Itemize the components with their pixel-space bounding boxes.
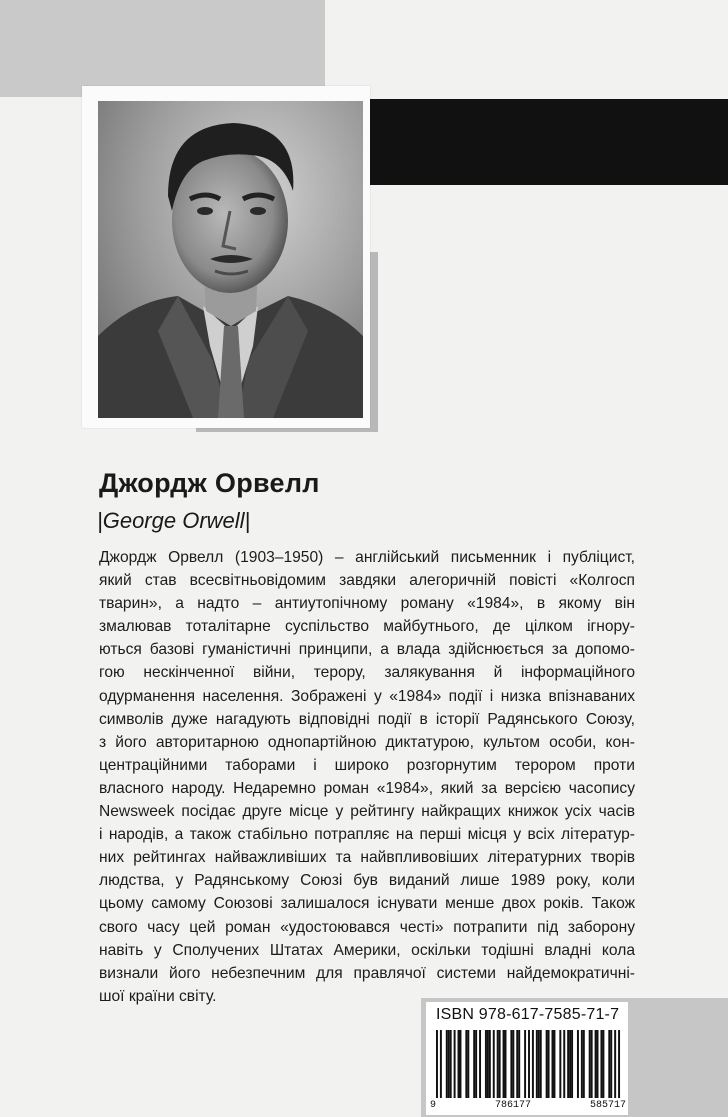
- bio-line: людства, у Радянському Союзі був виданий лише 1989 року, коли: [99, 872, 635, 890]
- barcode-bar: [577, 1030, 579, 1098]
- author-name: Джордж Орвелл: [99, 468, 320, 498]
- bio-line: змалював тоталітарне суспільство майбутнього, де цілком ігнору-: [99, 618, 635, 636]
- author-biography: [99, 546, 635, 1008]
- barcode-digit-group: 9: [430, 1100, 437, 1111]
- bio-line: тварин», а надто – антиутопічному роману «1984», в якому він: [99, 595, 635, 613]
- decorative-grey-block-top: [0, 0, 325, 97]
- barcode-bar: [510, 1030, 512, 1098]
- barcode-bar: [465, 1030, 467, 1098]
- barcode-bar: [446, 1030, 448, 1098]
- barcode-bar: [516, 1030, 518, 1098]
- barcode-bar: [493, 1030, 495, 1098]
- barcode-bar: [548, 1030, 550, 1098]
- bio-line: власного народу. Недаремно роман «1984», який за версією часопису: [99, 779, 635, 797]
- barcode-bar: [591, 1030, 593, 1098]
- bio-line: цьому самому Союзові залишалося існувати менше двох років. Також: [99, 895, 635, 913]
- barcode-bar: [608, 1030, 610, 1098]
- barcode-bar: [546, 1030, 548, 1098]
- barcode-bar: [450, 1030, 452, 1098]
- barcode-bar: [614, 1030, 616, 1098]
- barcode-bar: [485, 1030, 487, 1098]
- barcode-bar: [489, 1030, 491, 1098]
- barcode-bar: [571, 1030, 573, 1098]
- bio-line: Джордж Орвелл (1903–1950) – англійський письменник і публіцист,: [99, 549, 635, 566]
- barcode-bar: [458, 1030, 460, 1098]
- isbn-label: ISBN 978-617-7585-71-7: [436, 1006, 620, 1023]
- barcode-digits: [430, 1100, 626, 1111]
- barcode-bar: [553, 1030, 555, 1098]
- barcode-bar: [459, 1030, 461, 1098]
- barcode-bar: [499, 1030, 501, 1098]
- bio-line: який став всесвітньовідомим завдяки алегоричній повісті «Колгосп: [99, 572, 635, 590]
- bio-line: і народів, а також стабільно потрапляє на перші місця у всіх літератур-: [99, 826, 635, 844]
- barcode-bar: [581, 1030, 583, 1098]
- barcode-bar: [505, 1030, 507, 1098]
- barcode-bar: [532, 1030, 534, 1098]
- bio-line: символів дуже нагадують відповідні події в історії Радянського Союзу,: [99, 710, 635, 728]
- barcode-bar: [583, 1030, 585, 1098]
- barcode-bar: [597, 1030, 599, 1098]
- author-photo: [98, 101, 363, 418]
- barcode-bar: [512, 1030, 514, 1098]
- bio-line: гою нескінченної війни, терору, залякування й інформаційного: [99, 664, 635, 682]
- barcode-bar: [440, 1030, 442, 1098]
- barcode-bar: [524, 1030, 526, 1098]
- barcode-bar: [567, 1030, 569, 1098]
- barcode-bar: [487, 1030, 489, 1098]
- barcode-bar: [473, 1030, 475, 1098]
- author-latin-name: |George Orwell|: [97, 508, 251, 533]
- author-portrait-image: [98, 101, 363, 418]
- barcode-bar: [475, 1030, 477, 1098]
- bio-line: Newsweek посідає друге місце у рейтингу найкращих книжок усіх часів: [99, 803, 635, 821]
- barcode-bar: [589, 1030, 591, 1098]
- bio-line: ються базові гуманістичні принципи, а влада здійснюється за допомо-: [99, 641, 635, 659]
- barcode-bar: [497, 1030, 499, 1098]
- barcode: [436, 1030, 622, 1098]
- bio-line: шої країни світу.: [99, 987, 217, 1005]
- bio-line: визнали його небезпечним для правлячої системи найдемократичні-: [99, 964, 635, 982]
- barcode-bar: [454, 1030, 456, 1098]
- barcode-bar: [618, 1030, 620, 1098]
- barcode-bar: [528, 1030, 530, 1098]
- bio-line: свого часу цей роман «удостоювався честі» потрапити під заборону: [99, 918, 635, 936]
- barcode-bar: [538, 1030, 540, 1098]
- barcode-digit-group: 786177: [494, 1100, 531, 1111]
- barcode-bar: [595, 1030, 597, 1098]
- barcode-bar: [540, 1030, 542, 1098]
- barcode-bar: [552, 1030, 554, 1098]
- barcode-digit-group: 585717: [589, 1100, 626, 1111]
- barcode-bar: [448, 1030, 450, 1098]
- bio-line: навіть у Сполучених Штатах Америки, оскільки тодішні владні кола: [99, 941, 635, 959]
- barcode-bar: [503, 1030, 505, 1098]
- bio-line: них рейтингах найважливіших та найвпливовіших літературних творів: [99, 849, 635, 867]
- bio-line: одурманення населення. Зображені у «1984» події і низка впізнаваних: [99, 687, 635, 705]
- barcode-bar: [600, 1030, 602, 1098]
- barcode-bar: [536, 1030, 538, 1098]
- barcode-bar: [436, 1030, 438, 1098]
- barcode-bar: [559, 1030, 561, 1098]
- barcode-bar: [518, 1030, 520, 1098]
- barcode-bar: [479, 1030, 481, 1098]
- barcode-bar: [467, 1030, 469, 1098]
- barcode-bar: [610, 1030, 612, 1098]
- barcode-bar: [569, 1030, 571, 1098]
- bio-line: з його авторитарною однопартійною диктатурою, культом особи, кон-: [99, 733, 635, 751]
- barcode-bar: [602, 1030, 604, 1098]
- decorative-black-band: [362, 99, 728, 185]
- barcode-bar: [563, 1030, 565, 1098]
- bio-line: центраційними таборами і широко розгорнутим терором проти: [99, 756, 635, 774]
